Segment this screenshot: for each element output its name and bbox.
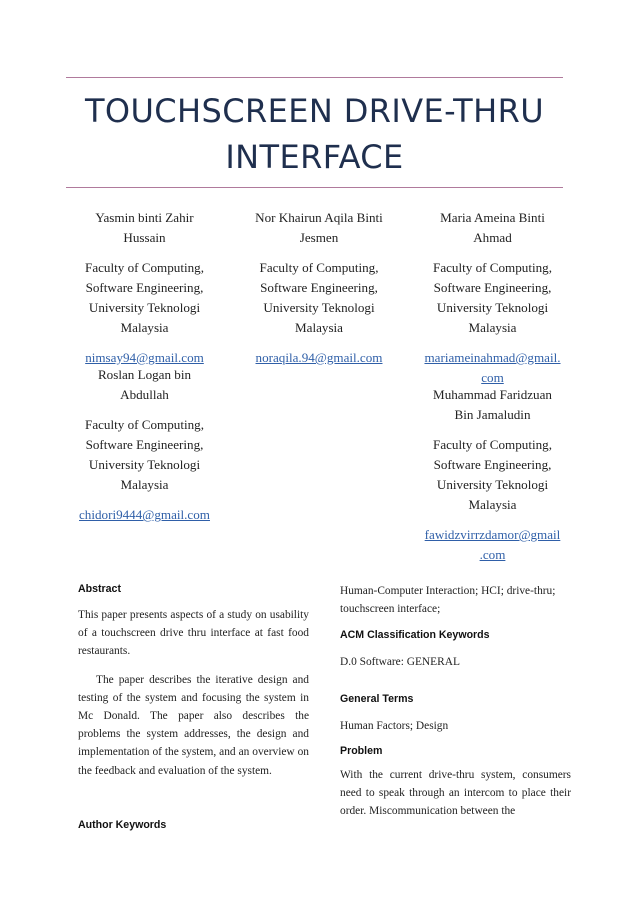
affiliation-line: Malaysia (468, 497, 517, 512)
problem-text: With the current drive-thru system, consumers need to speak through an intercom to place their order. Miscommunication between the (340, 768, 571, 818)
title-line-1: TOUCHSCREEN DRIVE-THRU (84, 92, 545, 130)
author-name-line: Hussain (123, 230, 166, 245)
affiliation-line: University Teknologi (436, 300, 549, 315)
author-block-3 (420, 208, 565, 388)
affiliation-line: Software Engineering, (260, 280, 378, 295)
author-block-1 (72, 208, 217, 368)
author-name-line: Roslan Logan bin (97, 367, 192, 382)
author-email[interactable] (420, 525, 565, 565)
author-name-line: Maria Ameina Binti (440, 210, 545, 225)
right-column (340, 582, 571, 820)
author-name-line: Nor Khairun Aqila Binti (255, 210, 383, 225)
email-link[interactable]: .com (479, 547, 506, 562)
affiliation-line: Software Engineering, (85, 280, 204, 295)
author-name (420, 385, 565, 425)
title-rule-bottom (66, 187, 563, 188)
author-block-4 (72, 365, 217, 525)
author-email[interactable] (420, 348, 565, 388)
email-link[interactable]: nimsay94@gmail.com (85, 350, 204, 365)
author-name (72, 365, 217, 405)
affiliation-line: Malaysia (295, 320, 343, 335)
email-link[interactable]: fawidzvirrzdamor@gmail (424, 527, 561, 542)
affiliation-line: Faculty of Computing, (259, 260, 379, 275)
paper-title (66, 88, 563, 180)
affiliation-line: University Teknologi (436, 477, 549, 492)
title-rule-top (66, 77, 563, 78)
acm-text: D.0 Software: GENERAL (340, 656, 460, 669)
author-name-line: Jesmen (299, 230, 339, 245)
email-link[interactable]: chidori9444@gmail.com (79, 507, 210, 522)
affiliation-line: Malaysia (120, 320, 169, 335)
affiliation-line: Faculty of Computing, (433, 437, 552, 452)
author-email[interactable] (244, 348, 394, 368)
author-keywords-heading: Author Keywords (78, 818, 167, 831)
author-block-5 (420, 385, 565, 565)
affiliation-line: Software Engineering, (85, 437, 204, 452)
author-block-2 (244, 208, 394, 368)
email-link[interactable]: mariameinahmad@gmail. (424, 350, 561, 365)
author-name-line: Bin Jamaludin (454, 407, 531, 422)
affiliation-line: Malaysia (120, 477, 169, 492)
left-column (78, 582, 309, 832)
abstract-heading: Abstract (78, 583, 121, 595)
affiliation-line: Software Engineering, (433, 280, 552, 295)
author-name (72, 208, 217, 248)
email-link[interactable]: noraqila.94@gmail.com (255, 350, 383, 365)
email-link[interactable]: com (481, 370, 504, 385)
author-affiliation (420, 258, 565, 338)
affiliation-line: Faculty of Computing, (85, 260, 204, 275)
author-affiliation (244, 258, 394, 338)
acm-heading: ACM Classification Keywords (340, 629, 490, 642)
author-keywords-text: Human-Computer Interaction; HCI; drive-thru; touchscreen interface; (340, 585, 556, 616)
author-name (244, 208, 394, 248)
general-terms-text: Human Factors; Design (340, 719, 449, 732)
abstract-paragraph-1: This paper presents aspects of a study on usability of a touchscreen drive thru interface at fast food restaurants. (78, 609, 309, 658)
author-name (420, 208, 565, 248)
affiliation-line: University Teknologi (88, 300, 201, 315)
author-name-line: Muhammad Faridzuan (433, 387, 552, 402)
affiliation-line: Faculty of Computing, (85, 417, 204, 432)
author-email[interactable] (72, 505, 217, 525)
affiliation-line: Faculty of Computing, (433, 260, 552, 275)
author-name-line: Abdullah (120, 387, 169, 402)
affiliation-line: University Teknologi (263, 300, 375, 315)
affiliation-line: University Teknologi (88, 457, 201, 472)
problem-heading: Problem (340, 744, 383, 757)
general-terms-heading: General Terms (340, 692, 414, 705)
affiliation-line: Software Engineering, (433, 457, 552, 472)
title-line-2: INTERFACE (225, 138, 404, 176)
author-affiliation (420, 435, 565, 515)
author-name-line: Yasmin binti Zahir (95, 210, 194, 225)
abstract-paragraph-2: The paper describes the iterative design and testing of the system and focusing the system in Mc Donald. The paper also describes the problems the system addresses, the design and implementation of the system, and an overview on the feedback and evaluation of the system. (78, 673, 309, 777)
author-affiliation (72, 258, 217, 338)
author-affiliation (72, 415, 217, 495)
affiliation-line: Malaysia (468, 320, 517, 335)
author-name-line: Ahmad (473, 230, 512, 245)
